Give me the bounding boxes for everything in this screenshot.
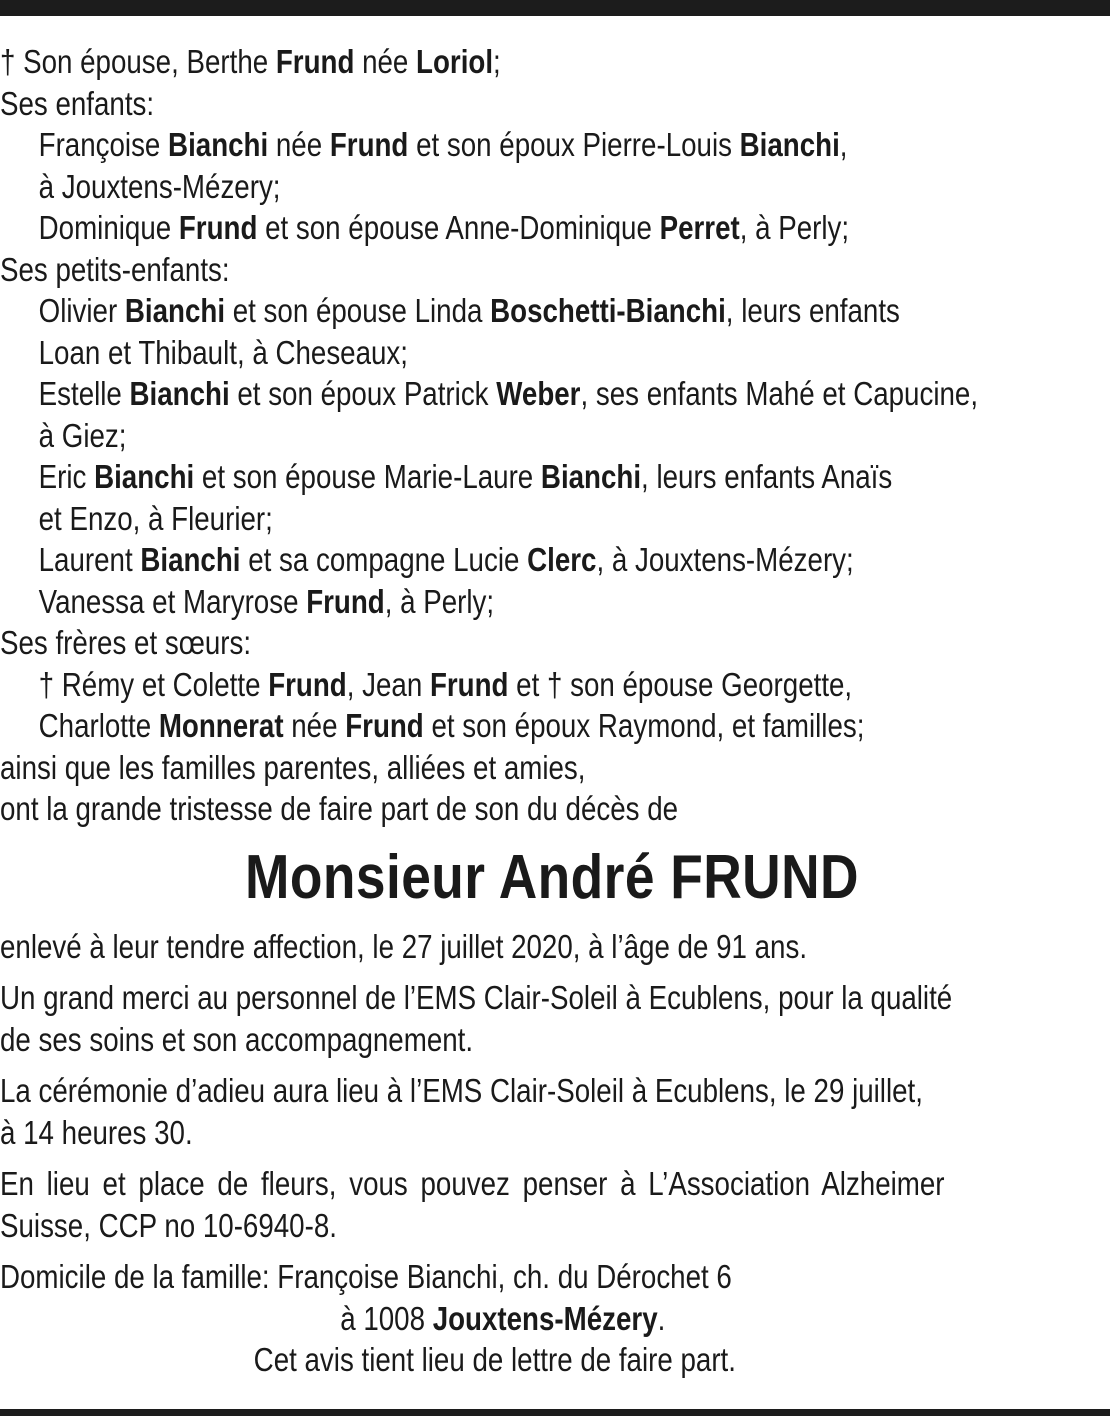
domicile-line: Domicile de la famille: Françoise Bianchi, ch. du Dérochet 6 [0,1258,732,1295]
donation-line: En lieu et place de fleurs, vous pouvez penser à L’Association Alzheimer [0,1165,945,1202]
grandchild-line: Olivier Bianchi et son épouse Linda Boschetti-Bianchi, leurs enfants [38,292,900,329]
ceremony-line-cont: à 14 heures 30. [0,1113,193,1151]
spouse-line: † Son épouse, Berthe Frund née Loriol; [0,43,501,80]
sibling-line: Charlotte Monnerat née Frund et son époux Raymond, et familles; [38,707,865,744]
closing-line: Cet avis tient lieu de lettre de faire part. [253,1341,736,1378]
obituary-notice [0,41,1104,1381]
child-line-cont: à Jouxtens-Mézery; [38,167,281,205]
grandchild-line: Eric Bianchi et son épouse Marie-Laure Bianchi, leurs enfants Anaïs [38,458,893,495]
ceremony-line: La cérémonie d’adieu aura lieu à l’EMS Clair-Soleil à Ecublens, le 29 juillet, [0,1072,923,1109]
sibling-line: † Rémy et Colette Frund, Jean Frund et † son épouse Georgette, [38,665,853,703]
thanks-line: Un grand merci au personnel de l’EMS Clair-Soleil à Ecublens, pour la qualité [0,979,953,1016]
siblings-label: Ses frères et sœurs: [0,624,252,661]
grandchild-line: Laurent Bianchi et sa compagne Lucie Clerc, à Jouxtens-Mézery; [38,541,854,578]
deceased-name: Monsieur André FRUND [245,842,859,912]
grandchild-line-cont: et Enzo, à Fleurier; [38,499,273,537]
child-line: Dominique Frund et son épouse Anne-Dominique Perret, à Perly; [38,209,850,246]
top-rule [0,0,1110,16]
grandchild-line: Estelle Bianchi et son époux Patrick Weber, ses enfants Mahé et Capucine, [38,375,979,412]
grandchild-line: Vanessa et Maryrose Frund, à Perly; [38,582,495,620]
grandchildren-label: Ses petits-enfants: [0,250,230,288]
grandchild-line-cont: à Giez; [38,416,127,454]
grandchild-line-cont: Loan et Thibault, à Cheseaux; [38,333,408,371]
thanks-line-cont: de ses soins et son accompagnement. [0,1020,474,1058]
death-notice-line: enlevé à leur tendre affection, le 27 juillet 2020, à l’âge de 91 ans. [0,927,808,965]
child-line: Françoise Bianchi née Frund et son époux Pierre-Louis Bianchi, [38,126,848,163]
children-label: Ses enfants: [0,84,155,122]
domicile-address: à 1008 Jouxtens-Mézery. [340,1299,666,1337]
relatives-line: ainsi que les familles parentes, alliées et amies, [0,748,586,786]
donation-line-cont: Suisse, CCP no 10-6940-8. [0,1206,337,1244]
announce-line: ont la grande tristesse de faire part de son du décès de [0,790,679,827]
bottom-rule [0,1409,1110,1416]
